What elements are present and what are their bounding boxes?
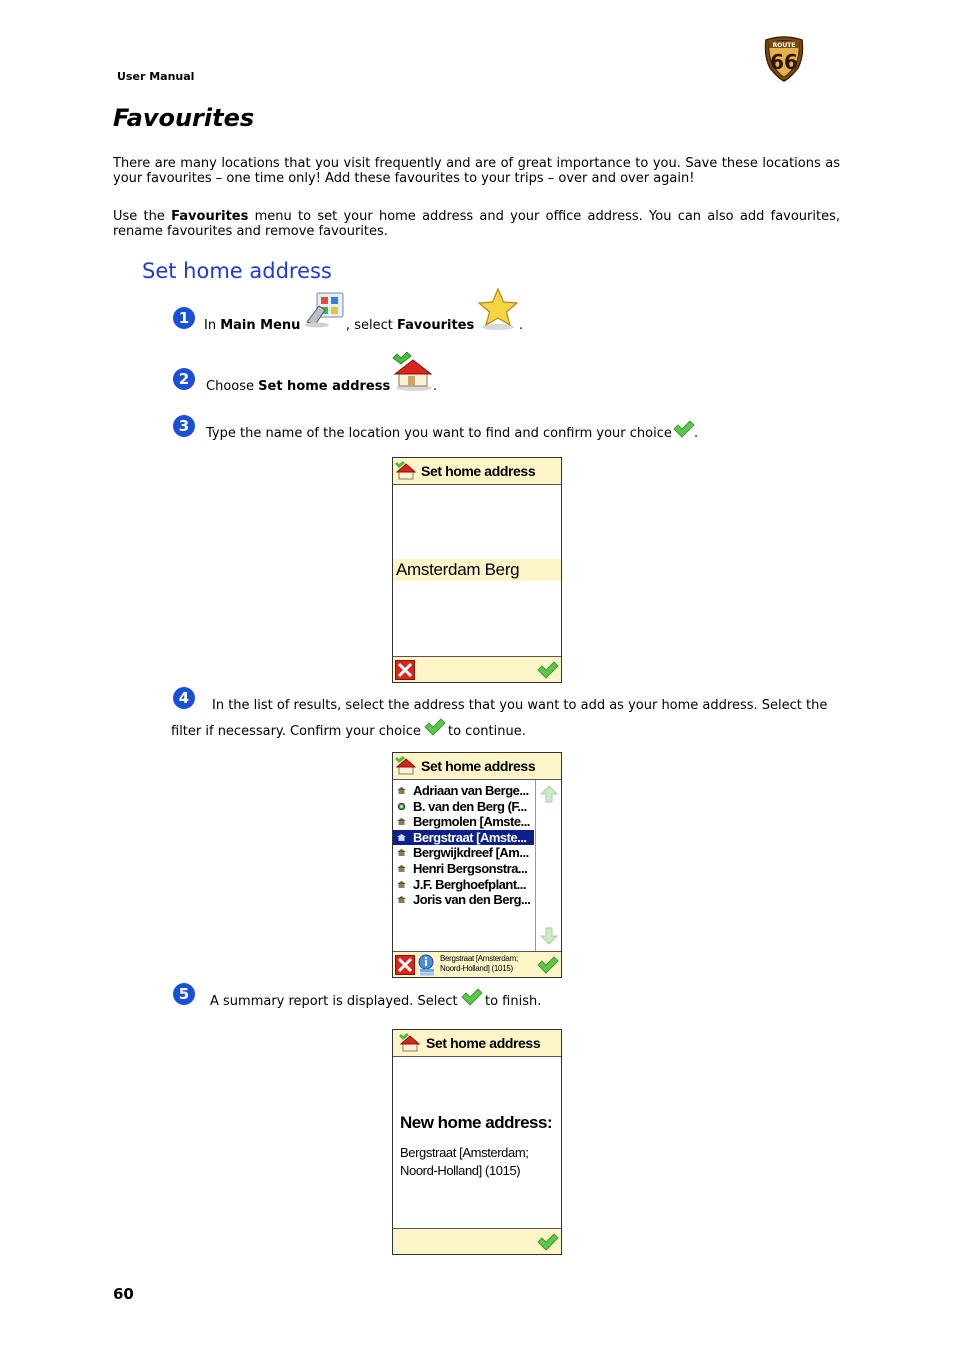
street-icon (397, 881, 406, 888)
set-home-house-icon (391, 352, 438, 394)
summary-address-line2: Noord-Holland] (1015) (400, 1163, 521, 1178)
step-4-number: 4 (173, 687, 195, 709)
screen1-title: Set home address (421, 463, 536, 479)
results-scrollbar[interactable] (535, 780, 561, 951)
close-icon (396, 956, 414, 974)
street-icon (397, 849, 406, 856)
results-list (393, 780, 535, 951)
street-icon (397, 896, 406, 903)
step-1-post: . (519, 318, 524, 333)
street-icon (397, 865, 406, 872)
screen3-title-bar (393, 1030, 561, 1057)
route66-logo (760, 34, 808, 82)
selected-address-summary (440, 954, 518, 974)
scroll-down-arrow-icon[interactable] (539, 926, 559, 946)
section-title: Favourites (113, 104, 255, 132)
close-icon (396, 661, 414, 679)
result-list-item[interactable] (393, 877, 535, 893)
confirm-button[interactable] (537, 1232, 559, 1252)
step-2-number: 2 (173, 368, 195, 390)
result-list-item-label: B. van den Berg (F... (413, 798, 527, 814)
screen-set-home-input (392, 457, 562, 683)
step-4-line2-post: to continue. (448, 724, 526, 739)
logo-route-text: ROUTE (772, 42, 796, 49)
result-list-item-label: Henri Bergsonstra... (413, 860, 528, 876)
para2-bold: Favourites (171, 209, 249, 224)
screen-set-home-summary (392, 1029, 562, 1255)
screen1-title-bar (393, 458, 561, 485)
screen2-footer (393, 951, 561, 977)
screen3-footer (393, 1228, 561, 1254)
summary-heading: New home address: (400, 1113, 553, 1132)
step-1-number: 1 (173, 307, 195, 329)
house-small-icon (395, 461, 417, 481)
favourites-paragraph (113, 209, 840, 239)
screen1-footer (393, 656, 561, 682)
subsection-title: Set home address (142, 259, 332, 283)
step-2-post: . (433, 379, 438, 394)
confirm-check-icon (424, 718, 446, 736)
confirm-button[interactable] (537, 660, 559, 680)
step-2-set-home: Set home address (258, 379, 391, 394)
step-1-main-menu: Main Menu (220, 318, 301, 333)
result-list-item-label: Joris van den Berg... (413, 892, 531, 908)
main-menu-icon (303, 292, 345, 328)
result-list-item-label: Bergstraat [Amste... (413, 829, 527, 845)
step-4-line2-pre: filter if necessary. Confirm your choice (171, 724, 421, 739)
house-small-icon (399, 1033, 421, 1053)
result-list-item-label: Bergwijkdreef [Am... (413, 845, 529, 861)
favourites-star-icon (476, 287, 520, 331)
house-small-icon (395, 756, 417, 776)
header-label: User Manual (117, 70, 195, 83)
result-list-item-label: Adriaan van Berge... (413, 783, 529, 798)
screen1-body (393, 485, 561, 656)
summary-address-line1: Bergstraat [Amsterdam; (400, 1145, 529, 1160)
soccer-ball-icon (397, 803, 406, 810)
selected-address-line2: Noord-Holland] (1015) (440, 964, 513, 973)
result-list-item[interactable] (393, 845, 535, 861)
result-list-item[interactable] (393, 861, 535, 877)
step-1-text-b (346, 318, 474, 333)
filter-info-icon[interactable] (417, 954, 437, 976)
step-1-mid: , select (346, 318, 398, 333)
para2-post: menu to set your home address and your office address. You can also add favourites, rename favourites and remove favourites. (113, 209, 841, 239)
step-3-post: . (694, 426, 699, 441)
street-icon (397, 818, 406, 825)
confirm-check-icon (673, 420, 695, 438)
cancel-button[interactable] (395, 955, 415, 975)
screen2-title-bar (393, 753, 561, 780)
screen2-title: Set home address (421, 758, 536, 774)
step-1-favourites: Favourites (397, 318, 475, 333)
step-2-pre: Choose (206, 379, 259, 394)
screen-set-home-results (392, 752, 562, 978)
selected-address-line1: Bergstraat [Amsterdam; (440, 954, 518, 963)
step-5-number: 5 (173, 983, 195, 1005)
step-1-text (204, 318, 300, 333)
result-list-item[interactable] (393, 830, 534, 846)
screen3-title: Set home address (426, 1035, 541, 1051)
confirm-check-icon (461, 988, 483, 1006)
step-5-post: to finish. (485, 994, 542, 1009)
summary-address (400, 1144, 550, 1180)
confirm-button[interactable] (537, 955, 559, 975)
street-icon (397, 787, 406, 794)
step-4-line1: In the list of results, select the address that you want to add as your home address. Select the (212, 698, 828, 713)
street-icon (397, 834, 406, 841)
result-list-item[interactable] (393, 892, 535, 908)
cancel-button[interactable] (395, 660, 415, 680)
scroll-up-arrow-icon[interactable] (539, 784, 559, 804)
step-3-text: Type the name of the location you want to find and confirm your choice (206, 426, 672, 441)
intro-paragraph: There are many locations that you visit frequently and are of great importance to you. Save these locations as your favourites – one time only! Add these favourites to your trips – over and over again! (113, 156, 840, 186)
result-list-item-label: Bergmolen [Amste... (413, 814, 530, 830)
screen3-body (393, 1057, 561, 1228)
para2-pre: Use the (113, 209, 172, 224)
location-search-input[interactable]: Amsterdam Berg (393, 559, 561, 581)
page-number: 60 (113, 1285, 134, 1303)
step-1-pre: In (204, 318, 221, 333)
result-list-item[interactable] (393, 814, 535, 830)
result-list-item[interactable] (393, 799, 535, 815)
result-list-item[interactable] (393, 783, 535, 799)
screen2-body (393, 780, 561, 951)
step-2-text (206, 379, 390, 394)
logo-66-text: 66 (770, 50, 798, 74)
step-3-number: 3 (173, 415, 195, 437)
result-list-item-label: J.F. Berghoefplant... (413, 876, 527, 892)
step-5-pre: A summary report is displayed. Select (210, 994, 458, 1009)
